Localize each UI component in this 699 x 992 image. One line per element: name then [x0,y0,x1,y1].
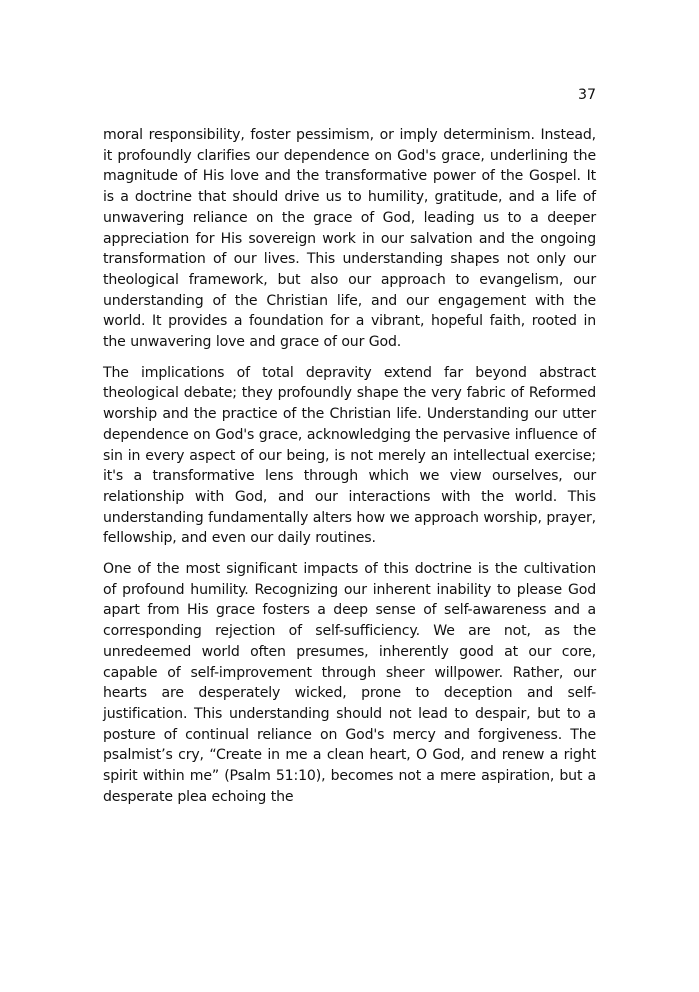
body-text [103,125,596,818]
paragraph-continuation: moral responsibility, foster pessimism, or imply determinism. Instead, it profoundly clarifies our dependence on God's grace, underlining the magnitude of His love and the transformative power of the Gospel. It is a doctrine that should drive us to humility, gratitude, and a life of unwavering reliance on the grace of God, leading us to a deeper appreciation for His sovereign work in our salvation and the ongoing transformation of our lives. This understanding shapes not only our theological framework, but also our approach to evangelism, our understanding of the Christian life, and our engagement with the world. It provides a foundation for a vibrant, hopeful faith, rooted in the unwavering love and grace of our God. [103,127,596,351]
paragraph-implications: The implications of total depravity extend far beyond abstract theological debate; they profoundly shape the very fabric of Reformed worship and the practice of the Christian life. Understanding our utter dependence on God's grace, acknowledging the pervasive influence of sin in every aspect of our being, is not merely an intellectual exercise; it's a transformative lens through which we view ourselves, our relationship with God, and our interactions with the world. This understanding fundamentally alters how we approach worship, prayer, fellowship, and even our daily routines. [103,364,596,547]
paragraph-humility: One of the most significant impacts of this doctrine is the cultivation of profound humility. Recognizing our inherent inability to please God apart from His grace fosters a deep sense of self-awareness and a corresponding rejection of self-sufficiency. We are not, as the unredeemed world often presumes, inherently good at our core, capable of self-improvement through sheer willpower. Rather, our hearts are desperately wicked, prone to deception and self-justification. This understanding should not lead to despair, but to a posture of continual reliance on God's mercy and forgiveness. The psalmist’s cry, “Create in me a clean heart, O God, and renew a right spirit within me” (Psalm 51:10), becomes not a mere aspiration, but a desperate plea echoing the [103,561,596,805]
page-number: 37 [577,87,596,103]
